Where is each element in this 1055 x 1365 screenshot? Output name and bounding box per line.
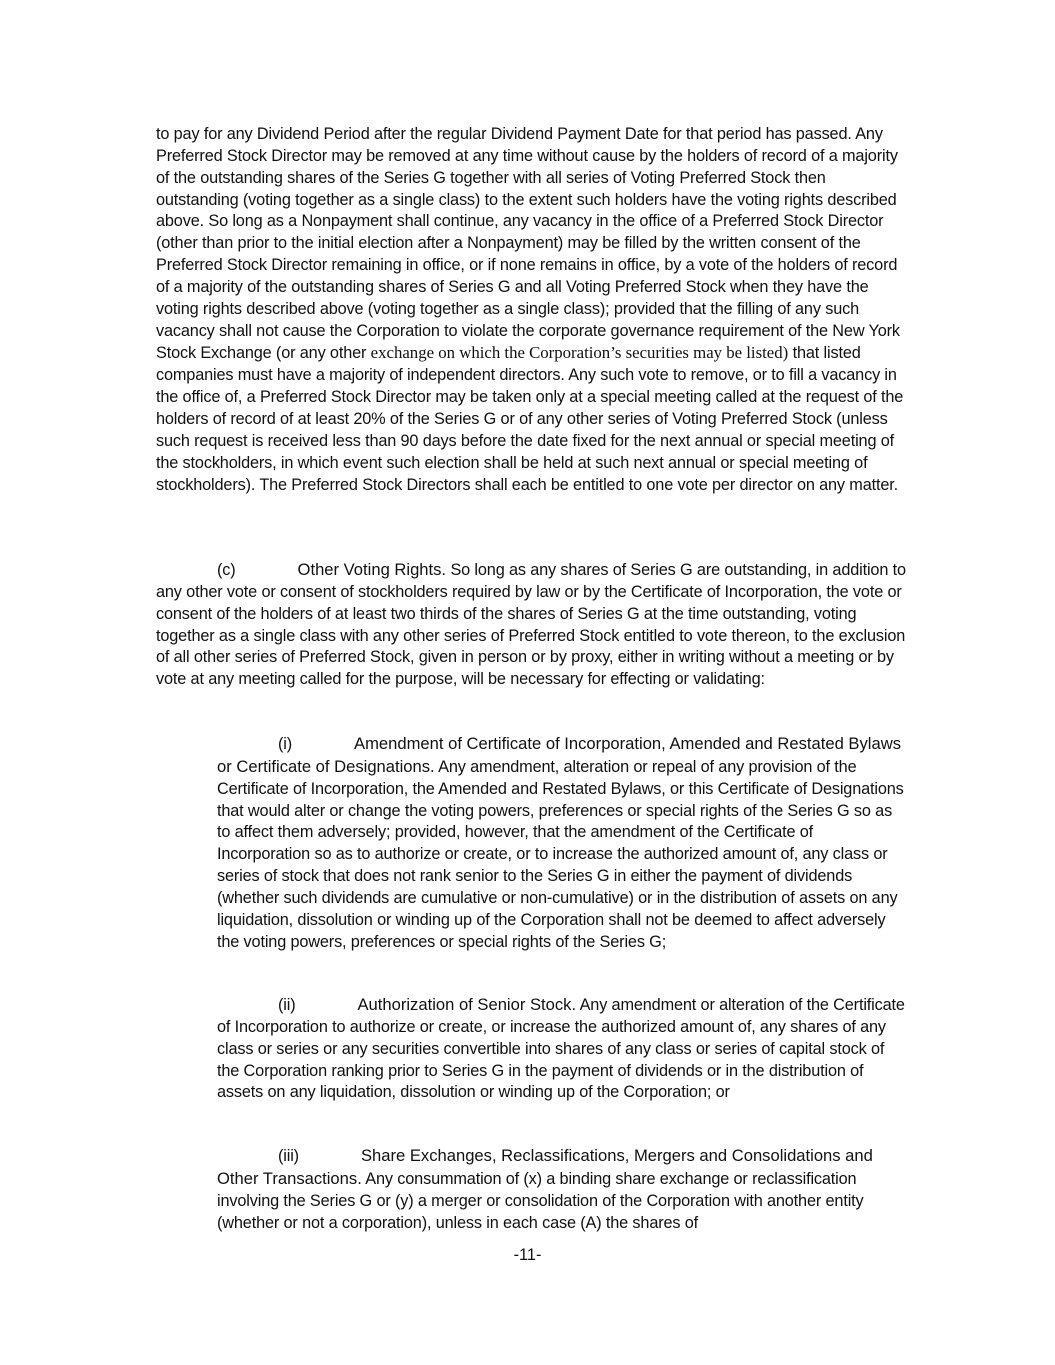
paragraph-preferred-stock-director xyxy=(156,124,906,496)
item-iii-heading: Share Exchanges, Reclassifications, Mergers and Consolidations and Other Transactions. xyxy=(217,1146,873,1188)
item-iii-body: Any consummation of (x) a binding share exchange or reclassification involving the Series G or (y) a merger or consolidation of the Corporation with another entity (whether or not a corporation), unless in each case (A) the shares of xyxy=(217,1169,864,1232)
item-ii-body: Any amendment or alteration of the Certificate of Incorporation to authorize or create, or increase the authorized amount of, any shares of any class or series or any securities convertible into shares of any class or series of capital stock of the Corporation ranking prior to Series G in the payment of dividends or in the distribution of assets on any liquidation, dissolution or winding up of the Corporation; or xyxy=(217,996,905,1102)
paragraph-1-text-b: exchange on which the Corporation’s securities may be listed) xyxy=(370,343,789,363)
section-c-other-voting-rights xyxy=(156,559,906,691)
item-i-amendment xyxy=(217,733,907,953)
item-i-heading: Amendment of Certificate of Incorporation, Amended and Restated Bylaws or Certificate of Designations. xyxy=(217,734,901,776)
section-c-marker: (c) xyxy=(217,561,236,579)
item-iii-share-exchanges xyxy=(217,1145,907,1234)
section-c-body: So long as any shares of Series G are outstanding, in addition to any other vote or consent of stockholders required by law or by the Certificate of Incorporation, the vote or consent of the holders of at least two thirds of the shares of Series G at the time outstanding, voting together as a single class with any other series of Preferred Stock entitled to vote thereon, to the exclusion of all other series of Preferred Stock, given in person or by proxy, either in writing without a meeting or by vote at any meeting called for the purpose, will be necessary for effecting or validating: xyxy=(156,561,906,689)
item-i-marker: (i) xyxy=(278,735,293,753)
paragraph-1-text-c: that listed companies must have a majority of independent directors. Any such vote to remove, or to fill a vacancy in the office of, a Preferred Stock Director may be taken only at a special meeting called at the request of the holders of record of at least 20% of the Series G or of any other series of Voting Preferred Stock (unless such request is received less than 90 days before the date fixed for the next annual or special meeting of the stockholders, in which event such election shall be held at such next annual or special meeting of stockholders). The Preferred Stock Directors shall each be entitled to one vote per director on any matter. xyxy=(156,344,904,494)
item-iii-marker: (iii) xyxy=(278,1147,299,1165)
item-i-body: Any amendment, alteration or repeal of any provision of the Certificate of Incorporation, the Amended and Restated Bylaws, or this Certificate of Designations that would alter or change the voting powers, preferences or special rights of the Series G so as to affect them adversely; provided, however, that the amendment of the Certificate of Incorporation so as to authorize or create, or to increase the authorized amount of, any class or series of stock that does not rank senior to the Series G in either the payment of dividends (whether such dividends are cumulative or non-cumulative) or in the distribution of assets on any liquidation, dissolution or winding up of the Corporation shall not be deemed to affect adversely the voting powers, preferences or special rights of the Series G; xyxy=(217,757,904,951)
page-number: -11- xyxy=(513,1246,542,1264)
item-ii-heading: Authorization of Senior Stock. xyxy=(357,995,577,1014)
section-c-heading: Other Voting Rights. xyxy=(297,560,447,579)
item-ii-marker: (ii) xyxy=(278,996,296,1014)
paragraph-1-text-a: to pay for any Dividend Period after the regular Dividend Payment Date for that period has passed. Any Preferred Stock Director may be removed at any time without cause by the holders of record of a majority of the outstanding shares of the Series G together with all series of Voting Preferred Stock then outstanding (voting together as a single class) to the extent such holders have the voting rights described above. So long as a Nonpayment shall continue, any vacancy in the office of a Preferred Stock Director (other than prior to the initial election after a Nonpayment) may be filled by the written consent of the Preferred Stock Director remaining in office, or if none remains in office, by a vote of the holders of record of a majority of the outstanding shares of Series G and all Voting Preferred Stock when they have the voting rights described above (voting together as a single class); provided that the filling of any such vacancy shall not cause the Corporation to violate the corporate governance requirement of the New York Stock Exchange (or any other xyxy=(156,125,900,363)
item-ii-senior-stock xyxy=(217,994,907,1104)
